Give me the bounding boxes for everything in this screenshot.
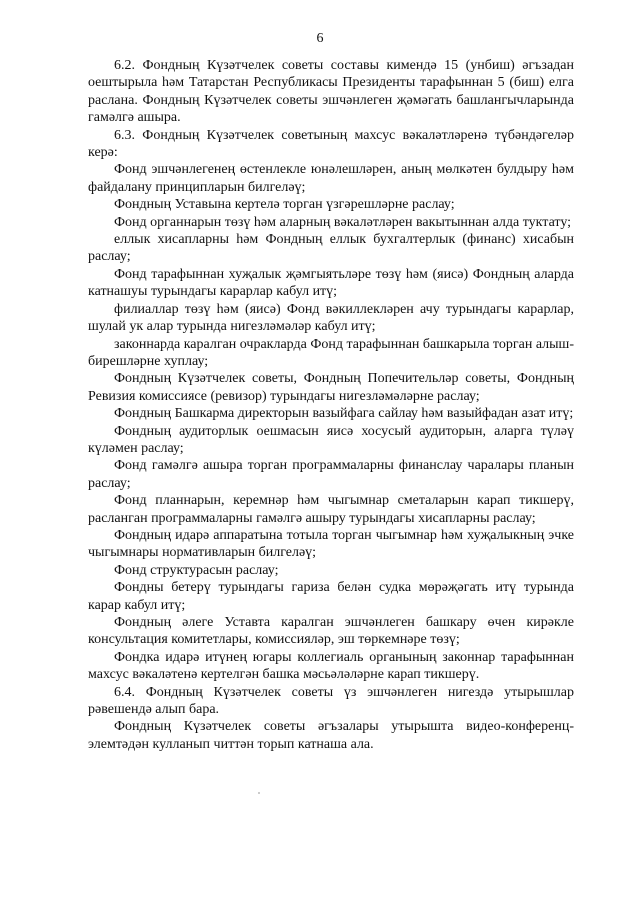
list-item: Фонд гамәлгә ашыра торган программаларны финанслау чаралары планын раслау; — [88, 458, 574, 491]
list-item: Фондның аудиторлык оешмасын яисә хосусый аудиторын, аларга түләү күләмен раслау; — [88, 423, 574, 456]
list-item: Фондның Күзәтчелек советы, Фондның Попечительләр советы, Фондның Ревизия комиссиясе (ревизор) турындагы нигезләмәләрне раслау; — [88, 371, 574, 404]
list-item: Фондның идарә аппаратына тотыла торган чыгымнар һәм хуҗалыкның эчке чыгымнары нормативларын билгеләү; — [88, 527, 574, 561]
list-item: филиаллар төзү һәм (яисә) Фонд вәкиллекләрен ачу турындагы карарлар, шулай ук алар турында нигезләмәләр кабул итү; — [88, 301, 574, 335]
paragraph-6-4: 6.4. Фондның Күзәтчелек советы үз эшчәнлеген нигездә утырышлар рәвешендә алып бара. — [88, 684, 574, 718]
paragraph-6-3: 6.3. Фондның Күзәтчелек советының махсус вәкаләтләренә түбәндәгеләр керә: — [88, 127, 574, 161]
list-item: Фонд эшчәнлегенең өстенлекле юнәлешләрен, аның мөлкәтен булдыру һәм файдалану принципларын билгеләү; — [88, 162, 574, 195]
list-item: Фондның әлеге Уставта каралган эшчәнлеген башкару өчен кирәкле консультация комитетлары, комиссияләр, эш төркемнәре төзү; — [88, 615, 574, 648]
list-item: Фонд планнарын, керемнәр һәм чыгымнар сметаларын карап тикшерү, расланган программаларны гамәлгә ашыру турындагы хисапларны раслау; — [88, 493, 574, 526]
paragraph-videoconference: Фондның Күзәтчелек советы әгъзалары утырышта видео-конференц-элемтәдән кулланып читтән торып катнаша ала. — [88, 719, 574, 752]
list-item: Фондның Башкарма директорын вазыйфага сайлау һәм вазыйфадан азат итү; — [114, 406, 574, 422]
list-item: Фондны бетерү турындагы гариза белән судка мөрәҗәгать итү турында карар кабул итү; — [88, 580, 574, 613]
list-item: еллык хисапларны һәм Фондның еллык бухгалтерлык (финанс) хисабын раслау; — [88, 232, 574, 265]
list-item: Фонд органнарын төзү һәм аларның вәкаләтләрен вакытыннан алда туктату; — [114, 214, 572, 230]
document-body — [88, 57, 574, 753]
page-number: 6 — [316, 31, 324, 46]
list-item: законнарда каралган очракларда Фонд тарафыннан башкарыла торган алыш-бирешләрне хуплау; — [88, 336, 574, 369]
paragraph-6-2: 6.2. Фондның Күзәтчелек советы составы кимендә 15 (унбиш) әгъзадан оештырыла һәм Татарстан Республикасы Президенты тарафыннан 5 (биш) елга раслана. Фондның Күзәтчелек советы эшчәнлеген җәмәгать башлангычларында гамәлгә ашыра. — [88, 58, 574, 126]
list-item: Фондның Уставына кертелә торган үзгәрешләрне раслау; — [114, 197, 455, 213]
list-item: Фонд тарафыннан хуҗалык җәмгыятьләре төзү һәм (яисә) Фондның аларда катнашуы турындагы карарлар кабул итү; — [88, 266, 574, 300]
list-item: Фонд структурасын раслау; — [114, 562, 279, 578]
scan-speck — [258, 792, 260, 794]
list-item: Фондка идарә итүнең югары коллегиаль органының законнар тарафыннан махсус вәкаләтенә кертелгән башка мәсьәләләрне карап тикшерү. — [88, 649, 574, 683]
